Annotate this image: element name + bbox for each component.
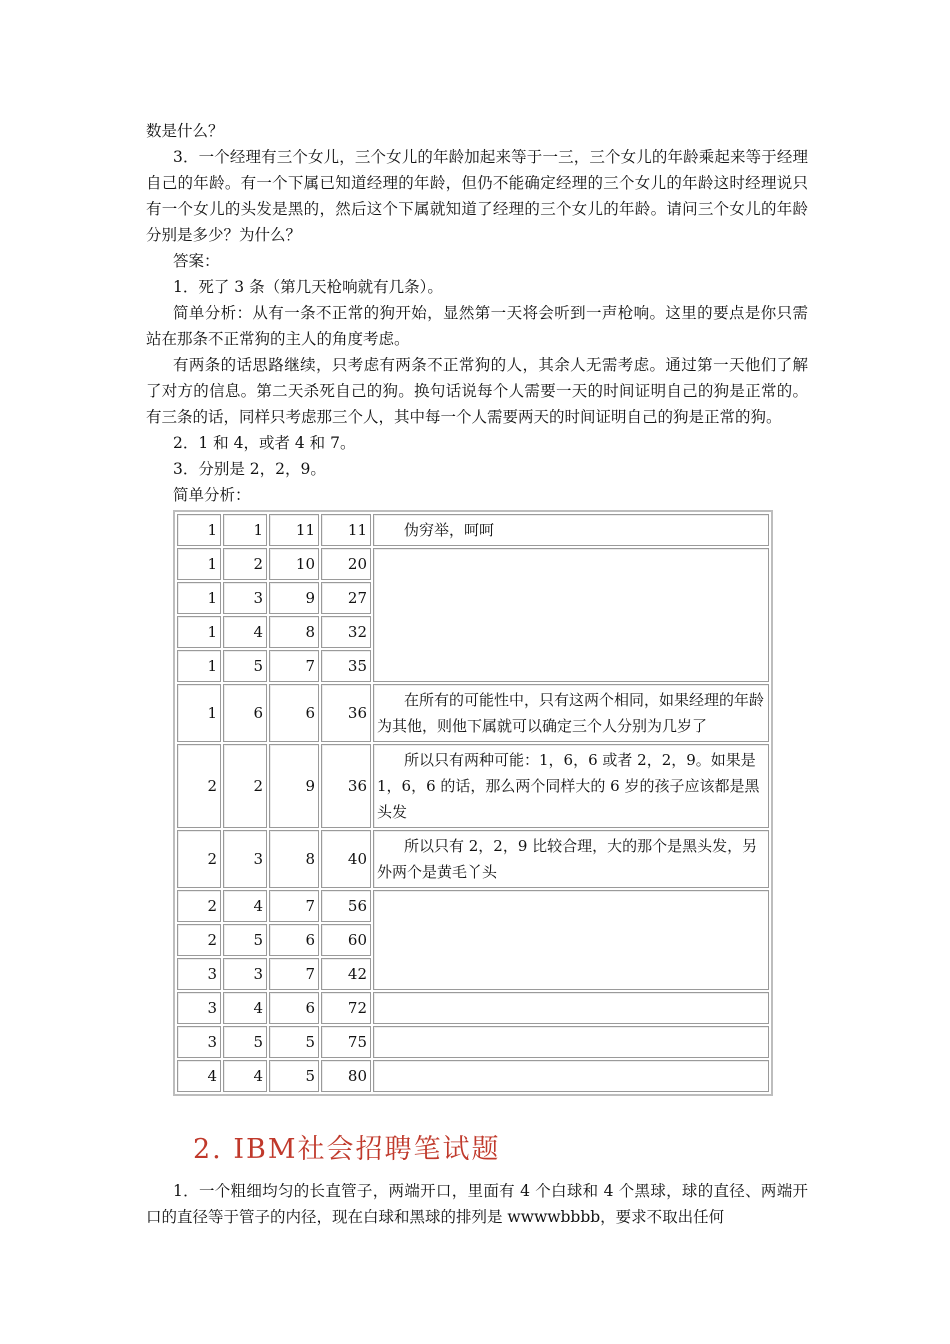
age-b: 3: [223, 830, 267, 888]
age-c: 6: [269, 924, 319, 956]
age-c: 9: [269, 582, 319, 614]
age-product: 36: [321, 744, 371, 828]
paragraph: 简单分析：从有一条不正常的狗开始，显然第一天将会听到一声枪响。这里的要点是你只需站在那条不正常狗的主人的角度考虑。: [146, 304, 808, 348]
age-b: 1: [223, 514, 267, 546]
age-product: 11: [321, 514, 371, 546]
table-note-empty: [373, 992, 769, 1024]
age-c: 8: [269, 830, 319, 888]
table-row: [177, 684, 769, 742]
document-body: [146, 118, 808, 1230]
age-b: 2: [223, 744, 267, 828]
age-c: 11: [269, 514, 319, 546]
table-row: [177, 890, 769, 922]
age-a: 2: [177, 744, 221, 828]
table-note-empty: [373, 1060, 769, 1092]
table-row: [177, 1026, 769, 1058]
age-c: 10: [269, 548, 319, 580]
age-c: 9: [269, 744, 319, 828]
age-c: 5: [269, 1060, 319, 1092]
table-note: [373, 744, 769, 828]
note-text: 在所有的可能性中，只有这两个相同，如果经理的年龄为其他，则他下属就可以确定三个人分别为几岁了: [377, 691, 765, 735]
age-b: 5: [223, 1026, 267, 1058]
age-product: 35: [321, 650, 371, 682]
age-product: 32: [321, 616, 371, 648]
age-a: 3: [177, 1026, 221, 1058]
age-b: 4: [223, 616, 267, 648]
age-product: 80: [321, 1060, 371, 1092]
age-c: 7: [269, 890, 319, 922]
age-a: 3: [177, 992, 221, 1024]
table-row: [177, 1060, 769, 1092]
table-row: [177, 548, 769, 580]
age-product: 72: [321, 992, 371, 1024]
paragraph: 1．死了 3 条（第几天枪响就有几条）。: [173, 278, 443, 296]
table-row: [177, 992, 769, 1024]
age-product: 40: [321, 830, 371, 888]
age-product: 36: [321, 684, 371, 742]
age-a: 1: [177, 514, 221, 546]
age-b: 3: [223, 582, 267, 614]
note-text: 所以只有两种可能：1，6，6 或者 2，2，9。如果是 1，6，6 的话，那么两个同样大的 6 岁的孩子应该都是黑头发: [377, 751, 760, 821]
age-a: 1: [177, 582, 221, 614]
age-product: 56: [321, 890, 371, 922]
age-c: 6: [269, 992, 319, 1024]
section-heading: 2. IBM社会招聘笔试题: [193, 1134, 501, 1165]
table-note: [373, 514, 769, 546]
age-a: 4: [177, 1060, 221, 1092]
age-product: 75: [321, 1026, 371, 1058]
age-b: 5: [223, 924, 267, 956]
table-note-empty: [373, 890, 769, 990]
age-a: 2: [177, 890, 221, 922]
paragraph: 3．分别是 2，2，9。: [173, 460, 326, 478]
age-c: 7: [269, 650, 319, 682]
age-a: 2: [177, 830, 221, 888]
note-text: 伪穷举，呵呵: [404, 521, 495, 539]
note-text: 所以只有 2，2，9 比较合理，大的那个是黑头发，另外两个是黄毛丫头: [377, 837, 758, 881]
table-note-empty: [373, 1026, 769, 1058]
age-b: 4: [223, 1060, 267, 1092]
analysis-table-wrapper: [173, 510, 808, 1096]
age-product: 60: [321, 924, 371, 956]
age-a: 1: [177, 548, 221, 580]
paragraph: 3．一个经理有三个女儿，三个女儿的年龄加起来等于一三，三个女儿的年龄乘起来等于经理自己的年龄。有一个下属已知道经理的年龄，但仍不能确定经理的三个女儿的年龄这时经理说只有一个女儿的头发是黑的，然后这个下属就知道了经理的三个女儿的年龄。请问三个女儿的年龄分别是多少？为什么？: [146, 148, 808, 244]
analysis-table: [173, 510, 773, 1096]
age-b: 3: [223, 958, 267, 990]
table-note: [373, 684, 769, 742]
age-b: 4: [223, 890, 267, 922]
age-c: 6: [269, 684, 319, 742]
age-c: 8: [269, 616, 319, 648]
table-note-empty: [373, 548, 769, 682]
age-c: 7: [269, 958, 319, 990]
age-a: 1: [177, 616, 221, 648]
age-a: 3: [177, 958, 221, 990]
age-b: 6: [223, 684, 267, 742]
age-b: 4: [223, 992, 267, 1024]
paragraph: 数是什么？: [146, 122, 224, 140]
paragraph: 简单分析：: [173, 486, 251, 504]
answer-heading: 答案：: [173, 252, 220, 270]
age-product: 20: [321, 548, 371, 580]
table-row: [177, 744, 769, 828]
age-product: 42: [321, 958, 371, 990]
age-a: 1: [177, 650, 221, 682]
age-a: 1: [177, 684, 221, 742]
paragraph: 2．1 和 4，或者 4 和 7。: [173, 434, 356, 452]
age-product: 27: [321, 582, 371, 614]
age-b: 2: [223, 548, 267, 580]
age-a: 2: [177, 924, 221, 956]
table-row: [177, 830, 769, 888]
age-b: 5: [223, 650, 267, 682]
table-row: [177, 514, 769, 546]
age-c: 5: [269, 1026, 319, 1058]
table-note: [373, 830, 769, 888]
paragraph: 有两条的话思路继续，只考虑有两条不正常狗的人，其余人无需考虑。通过第一天他们了解了对方的信息。第二天杀死自己的狗。换句话说每个人需要一天的时间证明自己的狗是正常的。有三条的话，同样只考虑那三个人，其中每一个人需要两天的时间证明自己的狗是正常的狗。: [146, 356, 808, 426]
paragraph: 1．一个粗细均匀的长直管子，两端开口，里面有 4 个白球和 4 个黑球，球的直径、两端开口的直径等于管子的内径，现在白球和黑球的排列是 wwwwbbbb，要求不取出任何: [146, 1182, 808, 1226]
